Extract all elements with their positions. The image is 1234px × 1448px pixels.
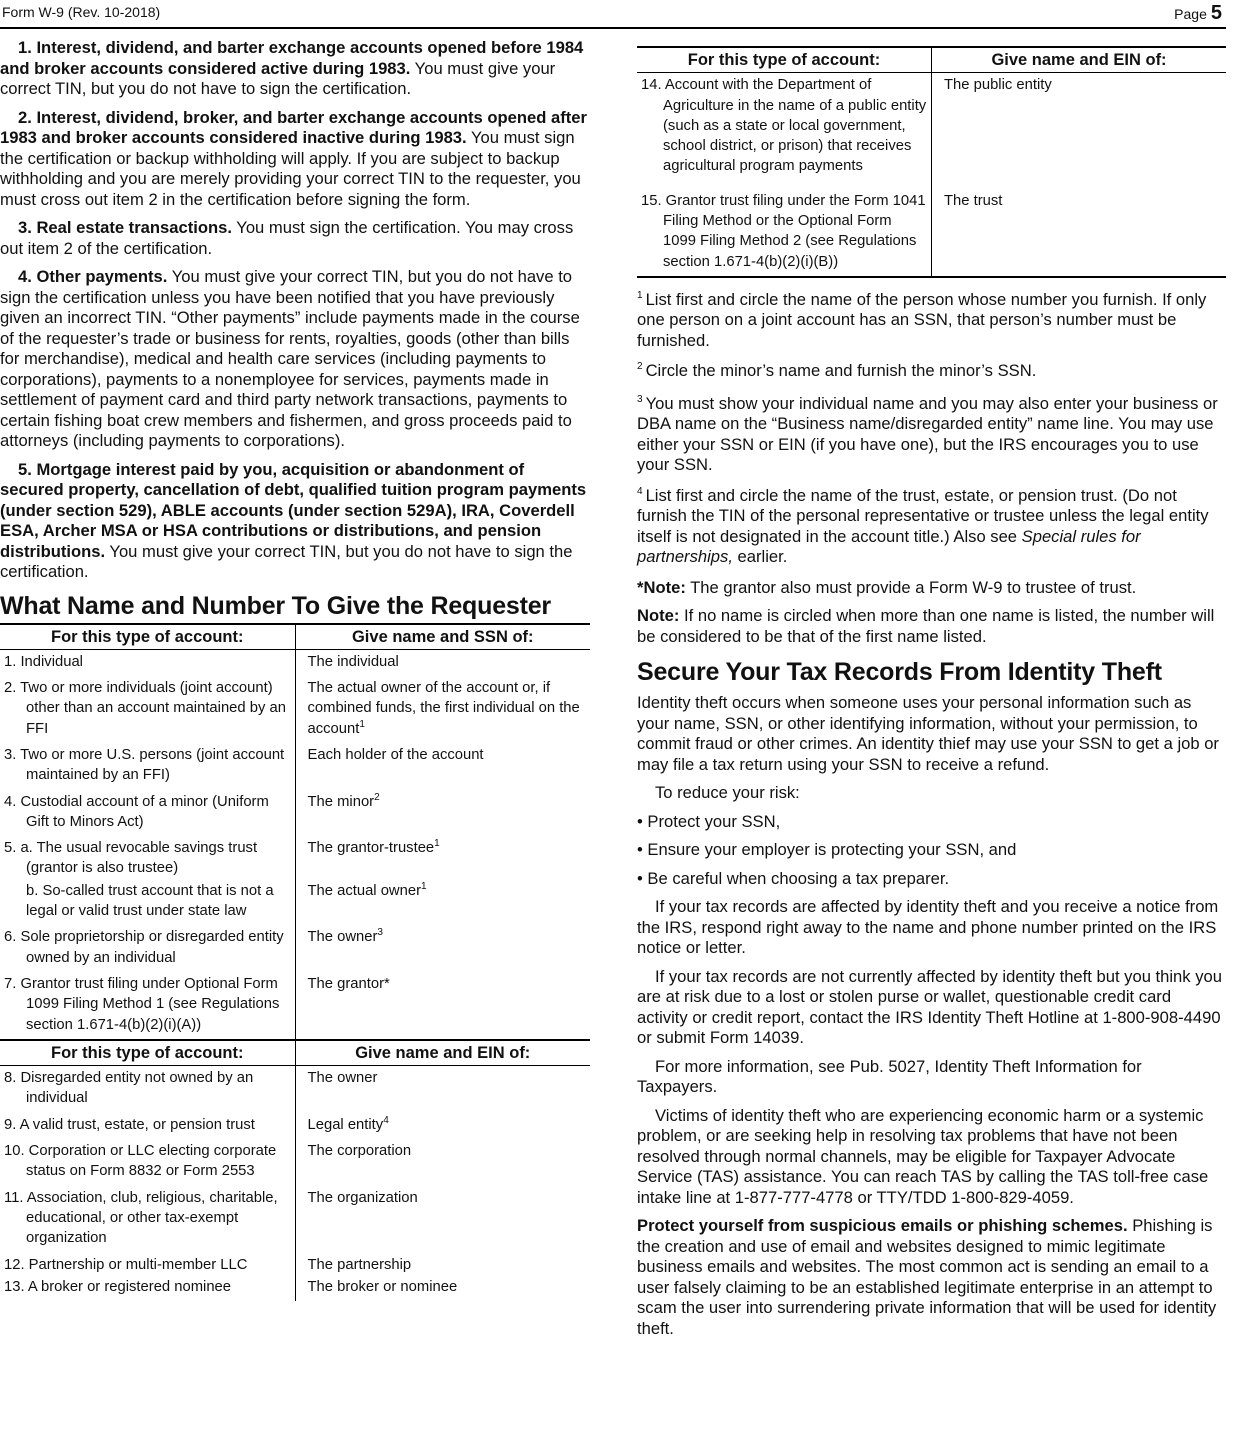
note-text: The grantor also must provide a Form W-9 to trustee of trust. bbox=[685, 577, 1137, 597]
table-row bbox=[0, 972, 590, 1039]
left-column bbox=[0, 38, 590, 1301]
item-5-paragraph bbox=[0, 460, 590, 583]
page-indicator bbox=[1174, 2, 1222, 25]
footnote-text: You must show your individual name and you may also enter your business or DBA name on the “Business name/disregarded entity” name line. You may use either your SSN or EIN (if you have one), but the IRS encourages you to use your SSN. bbox=[637, 393, 1218, 475]
account-type: 10. Corporation or LLC electing corporate status on Form 8832 or Form 2553 bbox=[4, 1143, 277, 1180]
footnote-1 bbox=[637, 290, 1226, 352]
give-name: The organization bbox=[307, 1189, 418, 1206]
footnote-3 bbox=[637, 394, 1226, 476]
identity-theft-intro: Identity theft occurs when someone uses your personal information such as your name, SSN, or other identifying information, without your permission, to commit fraud or other crimes. An identity thief may use your SSN to get a job or may file a tax return using your SSN to receive a refund. bbox=[637, 693, 1219, 774]
phishing-paragraph bbox=[637, 1216, 1226, 1339]
risk-intro: To reduce your risk: bbox=[655, 783, 800, 803]
give-name: The corporation bbox=[307, 1143, 412, 1160]
note-label: *Note: bbox=[637, 577, 686, 597]
give-name: The public entity bbox=[944, 77, 1052, 94]
right-column bbox=[637, 46, 1226, 1347]
footnote-text-end: earlier. bbox=[732, 547, 788, 567]
give-name: The broker or nominee bbox=[307, 1278, 458, 1295]
table-row bbox=[637, 189, 1226, 277]
table-row bbox=[0, 1186, 590, 1253]
account-type: 13. A broker or registered nominee bbox=[4, 1278, 232, 1295]
account-type: 2. Two or more individuals (joint account) other than an account maintained by an FFI bbox=[4, 680, 286, 737]
table-row bbox=[0, 1139, 590, 1186]
account-type: 5. a. The usual revocable savings trust (grantor is also trustee) bbox=[4, 840, 258, 877]
account-type: 8. Disregarded entity not owned by an individual bbox=[4, 1070, 254, 1107]
give-name: The minor bbox=[307, 793, 375, 810]
note-label: Note: bbox=[637, 606, 680, 626]
give-name: The partnership bbox=[307, 1256, 412, 1273]
ein2-table-col1-header: For this type of account: bbox=[637, 47, 932, 73]
more-info-paragraph: For more information, see Pub. 5027, Identity Theft Information for Taxpayers. bbox=[637, 1056, 1142, 1097]
item-1-heading: 1. Interest, dividend, and barter exchange accounts opened before 1984 and broker accounts considered active during 1983. bbox=[0, 38, 584, 78]
table-row bbox=[0, 676, 590, 743]
page-label: Page bbox=[1174, 6, 1207, 22]
table-row bbox=[0, 1275, 590, 1301]
account-type: 14. Account with the Department of Agriculture in the name of a public entity (such as a state or local government, school district, or prison) that receives agricultural program payments bbox=[641, 77, 927, 175]
bullet-item: • Be careful when choosing a tax preparer. bbox=[637, 868, 950, 888]
ein-table-col2-header: Give name and EIN of: bbox=[295, 1040, 590, 1066]
form-label: Form W-9 (Rev. 10-2018) bbox=[2, 4, 161, 20]
ein-account-table-continued bbox=[637, 46, 1226, 278]
ein2-table-col2-header: Give name and EIN of: bbox=[932, 47, 1227, 73]
footnote-number: 3 bbox=[637, 393, 643, 405]
affected-paragraph: If your tax records are affected by identity theft and you receive a notice from the IRS, respond right away to the name and phone number printed on the IRS notice or letter. bbox=[637, 897, 1219, 958]
give-name: The owner bbox=[307, 929, 378, 946]
table-row bbox=[0, 649, 590, 676]
table-row bbox=[0, 836, 590, 879]
ssn-table-col1-header: For this type of account: bbox=[0, 625, 295, 650]
footnote-number: 4 bbox=[637, 485, 643, 497]
phishing-text: Phishing is the creation and use of email and websites designed to mimic legitimate business emails and websites. The most common act is sending an email to a user falsely claiming to be an established legitimate enterprise in an attempt to scam the user into surrendering private information that will be used for identity theft. bbox=[637, 1216, 1217, 1338]
page-header bbox=[0, 0, 1226, 29]
page-number: 5 bbox=[1210, 2, 1222, 24]
account-type: 1. Individual bbox=[4, 653, 83, 670]
footnote-text: List first and circle the name of the trust, estate, or pension trust. (Do not furnish the TIN of the personal representative or trustee unless the legal entity itself is not designated in the account title.) Also see bbox=[637, 485, 1209, 546]
footnote-number: 2 bbox=[637, 361, 643, 373]
account-type: 11. Association, club, religious, charitable, educational, or other tax-exempt organization bbox=[4, 1189, 278, 1247]
item-4-heading: 4. Other payments. bbox=[18, 267, 168, 286]
give-name: The actual owner of the account or, if combined funds, the first individual on the account bbox=[307, 680, 580, 737]
footnote-ref: 1 bbox=[434, 838, 440, 850]
table-row bbox=[0, 1113, 590, 1139]
give-name: Legal entity bbox=[307, 1116, 384, 1133]
footnote-number: 1 bbox=[637, 289, 643, 301]
item-1-paragraph bbox=[0, 38, 590, 100]
item-2-heading: 2. Interest, dividend, broker, and barter exchange accounts opened after 1983 and broker accounts considered inactive during 1983. bbox=[0, 107, 587, 147]
table-row bbox=[0, 879, 590, 926]
footnote-2 bbox=[637, 361, 1226, 382]
table-row bbox=[637, 73, 1226, 189]
at-risk-paragraph: If your tax records are not currently affected by identity theft but you think you are at risk due to a lost or stolen purse or wallet, questionable credit card activity or credit report, contact the IRS Identity Theft Hotline at 1-800-908-4490 or submit Form 14039. bbox=[637, 966, 1222, 1048]
account-type: 6. Sole proprietorship or disregarded entity owned by an individual bbox=[4, 929, 284, 966]
item-3-paragraph bbox=[0, 218, 590, 259]
footnote-ref: 3 bbox=[377, 927, 383, 939]
give-name: The grantor-trustee bbox=[307, 840, 435, 857]
section-heading-identity-theft: Secure Your Tax Records From Identity Theft bbox=[637, 658, 1162, 687]
table-row bbox=[0, 1253, 590, 1275]
give-name: The actual owner bbox=[307, 882, 422, 899]
footnote-ref: 4 bbox=[383, 1114, 389, 1126]
grantor-note bbox=[637, 578, 1226, 599]
item-3-text: You must sign the certification. You may cross out item 2 of the certification. bbox=[0, 218, 574, 258]
table-row bbox=[0, 925, 590, 972]
item-4-paragraph bbox=[0, 267, 590, 452]
ein-table-col1-header: For this type of account: bbox=[0, 1040, 295, 1066]
give-name: Each holder of the account bbox=[307, 746, 484, 763]
table-row bbox=[0, 790, 590, 837]
account-type: b. So-called trust account that is not a legal or valid trust under state law bbox=[26, 882, 274, 920]
footnote-text: Circle the minor’s name and furnish the minor’s SSN. bbox=[645, 361, 1037, 381]
item-1-text: You must give your correct TIN, but you do not have to sign the certification. bbox=[0, 58, 556, 98]
item-5-heading: 5. Mortgage interest paid by you, acquisition or abandonment of secured property, cancellation of debt, qualified tuition program payments (under section 529), ABLE accounts (under section 529A), IRA, Coverdell ESA, Archer MSA or HSA contributions or distributions, and pension distributions. bbox=[0, 459, 587, 561]
item-3-heading: 3. Real estate transactions. bbox=[18, 218, 232, 237]
footnote-4 bbox=[637, 486, 1226, 568]
bullet-item: • Protect your SSN, bbox=[637, 811, 781, 831]
footnote-text: List first and circle the name of the person whose number you furnish. If only one person on a joint account has an SSN, that person’s number must be furnished. bbox=[637, 289, 1207, 350]
account-type: 4. Custodial account of a minor (Uniform Gift to Minors Act) bbox=[4, 793, 269, 830]
phishing-heading: Protect yourself from suspicious emails or phishing schemes. bbox=[637, 1216, 1128, 1236]
footnote-italic-ref: Special rules for partnerships, bbox=[637, 526, 1141, 567]
section-heading-what-name: What Name and Number To Give the Requester bbox=[0, 591, 590, 625]
account-type: 3. Two or more U.S. persons (joint account maintained by an FFI) bbox=[4, 746, 285, 784]
item-2-text: You must sign the certification or backup withholding will apply. If you are subject to backup withholding and you are merely providing your correct TIN to the requester, you must cross out item 2 in the certification before signing the form. bbox=[0, 128, 581, 209]
account-type: 7. Grantor trust filing under Optional Form 1099 Filing Method 1 (see Regulations section 1.671-4(b)(2)(i)(A)) bbox=[4, 975, 280, 1033]
circled-name-note bbox=[637, 606, 1226, 647]
account-type: 9. A valid trust, estate, or pension trust bbox=[4, 1116, 255, 1133]
give-name: The owner bbox=[307, 1070, 378, 1087]
footnote-ref: 2 bbox=[374, 791, 380, 803]
give-name: The individual bbox=[307, 653, 399, 670]
item-5-text: You must give your correct TIN, but you do not have to sign the certification. bbox=[0, 541, 573, 581]
ssn-table-col2-header: Give name and SSN of: bbox=[295, 625, 590, 650]
give-name: The grantor* bbox=[307, 975, 390, 992]
note-text: If no name is circled when more than one name is listed, the number will be considered to be that of the first name listed. bbox=[637, 606, 1215, 646]
footnote-ref: 1 bbox=[359, 718, 365, 730]
account-type: 12. Partnership or multi-member LLC bbox=[4, 1256, 248, 1273]
ssn-account-table bbox=[0, 625, 590, 1039]
account-type: 15. Grantor trust filing under the Form 1041 Filing Method or the Optional Form 1099 Filing Method 2 (see Regulations section 1.671-4(b)(2)(i)(B)) bbox=[641, 192, 926, 270]
table-row bbox=[0, 1066, 590, 1113]
ein-account-table bbox=[0, 1039, 590, 1301]
footnote-ref: 1 bbox=[421, 880, 427, 892]
give-name: The trust bbox=[944, 192, 1003, 209]
tas-paragraph: Victims of identity theft who are experiencing economic harm or a systemic problem, or are seeking help in resolving tax problems that have not been resolved through normal channels, may be eligible for Taxpayer Advocate Service (TAS) assistance. You can reach TAS by calling the TAS toll-free case intake line at 1-877-777-4778 or TTY/TDD 1-800-829-4059. bbox=[637, 1105, 1209, 1207]
bullet-item: • Ensure your employer is protecting your SSN, and bbox=[637, 840, 1017, 860]
item-4-text: You must give your correct TIN, but you do not have to sign the certification unless you have been notified that you have previously given an incorrect TIN. “Other payments” include payments made in the course of the requester’s trade or business for rents, royalties, goods (other than bills for merchandise), medical and health care services (including payments to corporations), payments to a nonemployee for services, payments made in settlement of payment card and third party network transactions, payments to certain fishing boat crew members and fishermen, and gross proceeds paid to attorneys (including payments to corporations). bbox=[0, 267, 580, 450]
table-row bbox=[0, 743, 590, 790]
item-2-paragraph bbox=[0, 108, 590, 211]
